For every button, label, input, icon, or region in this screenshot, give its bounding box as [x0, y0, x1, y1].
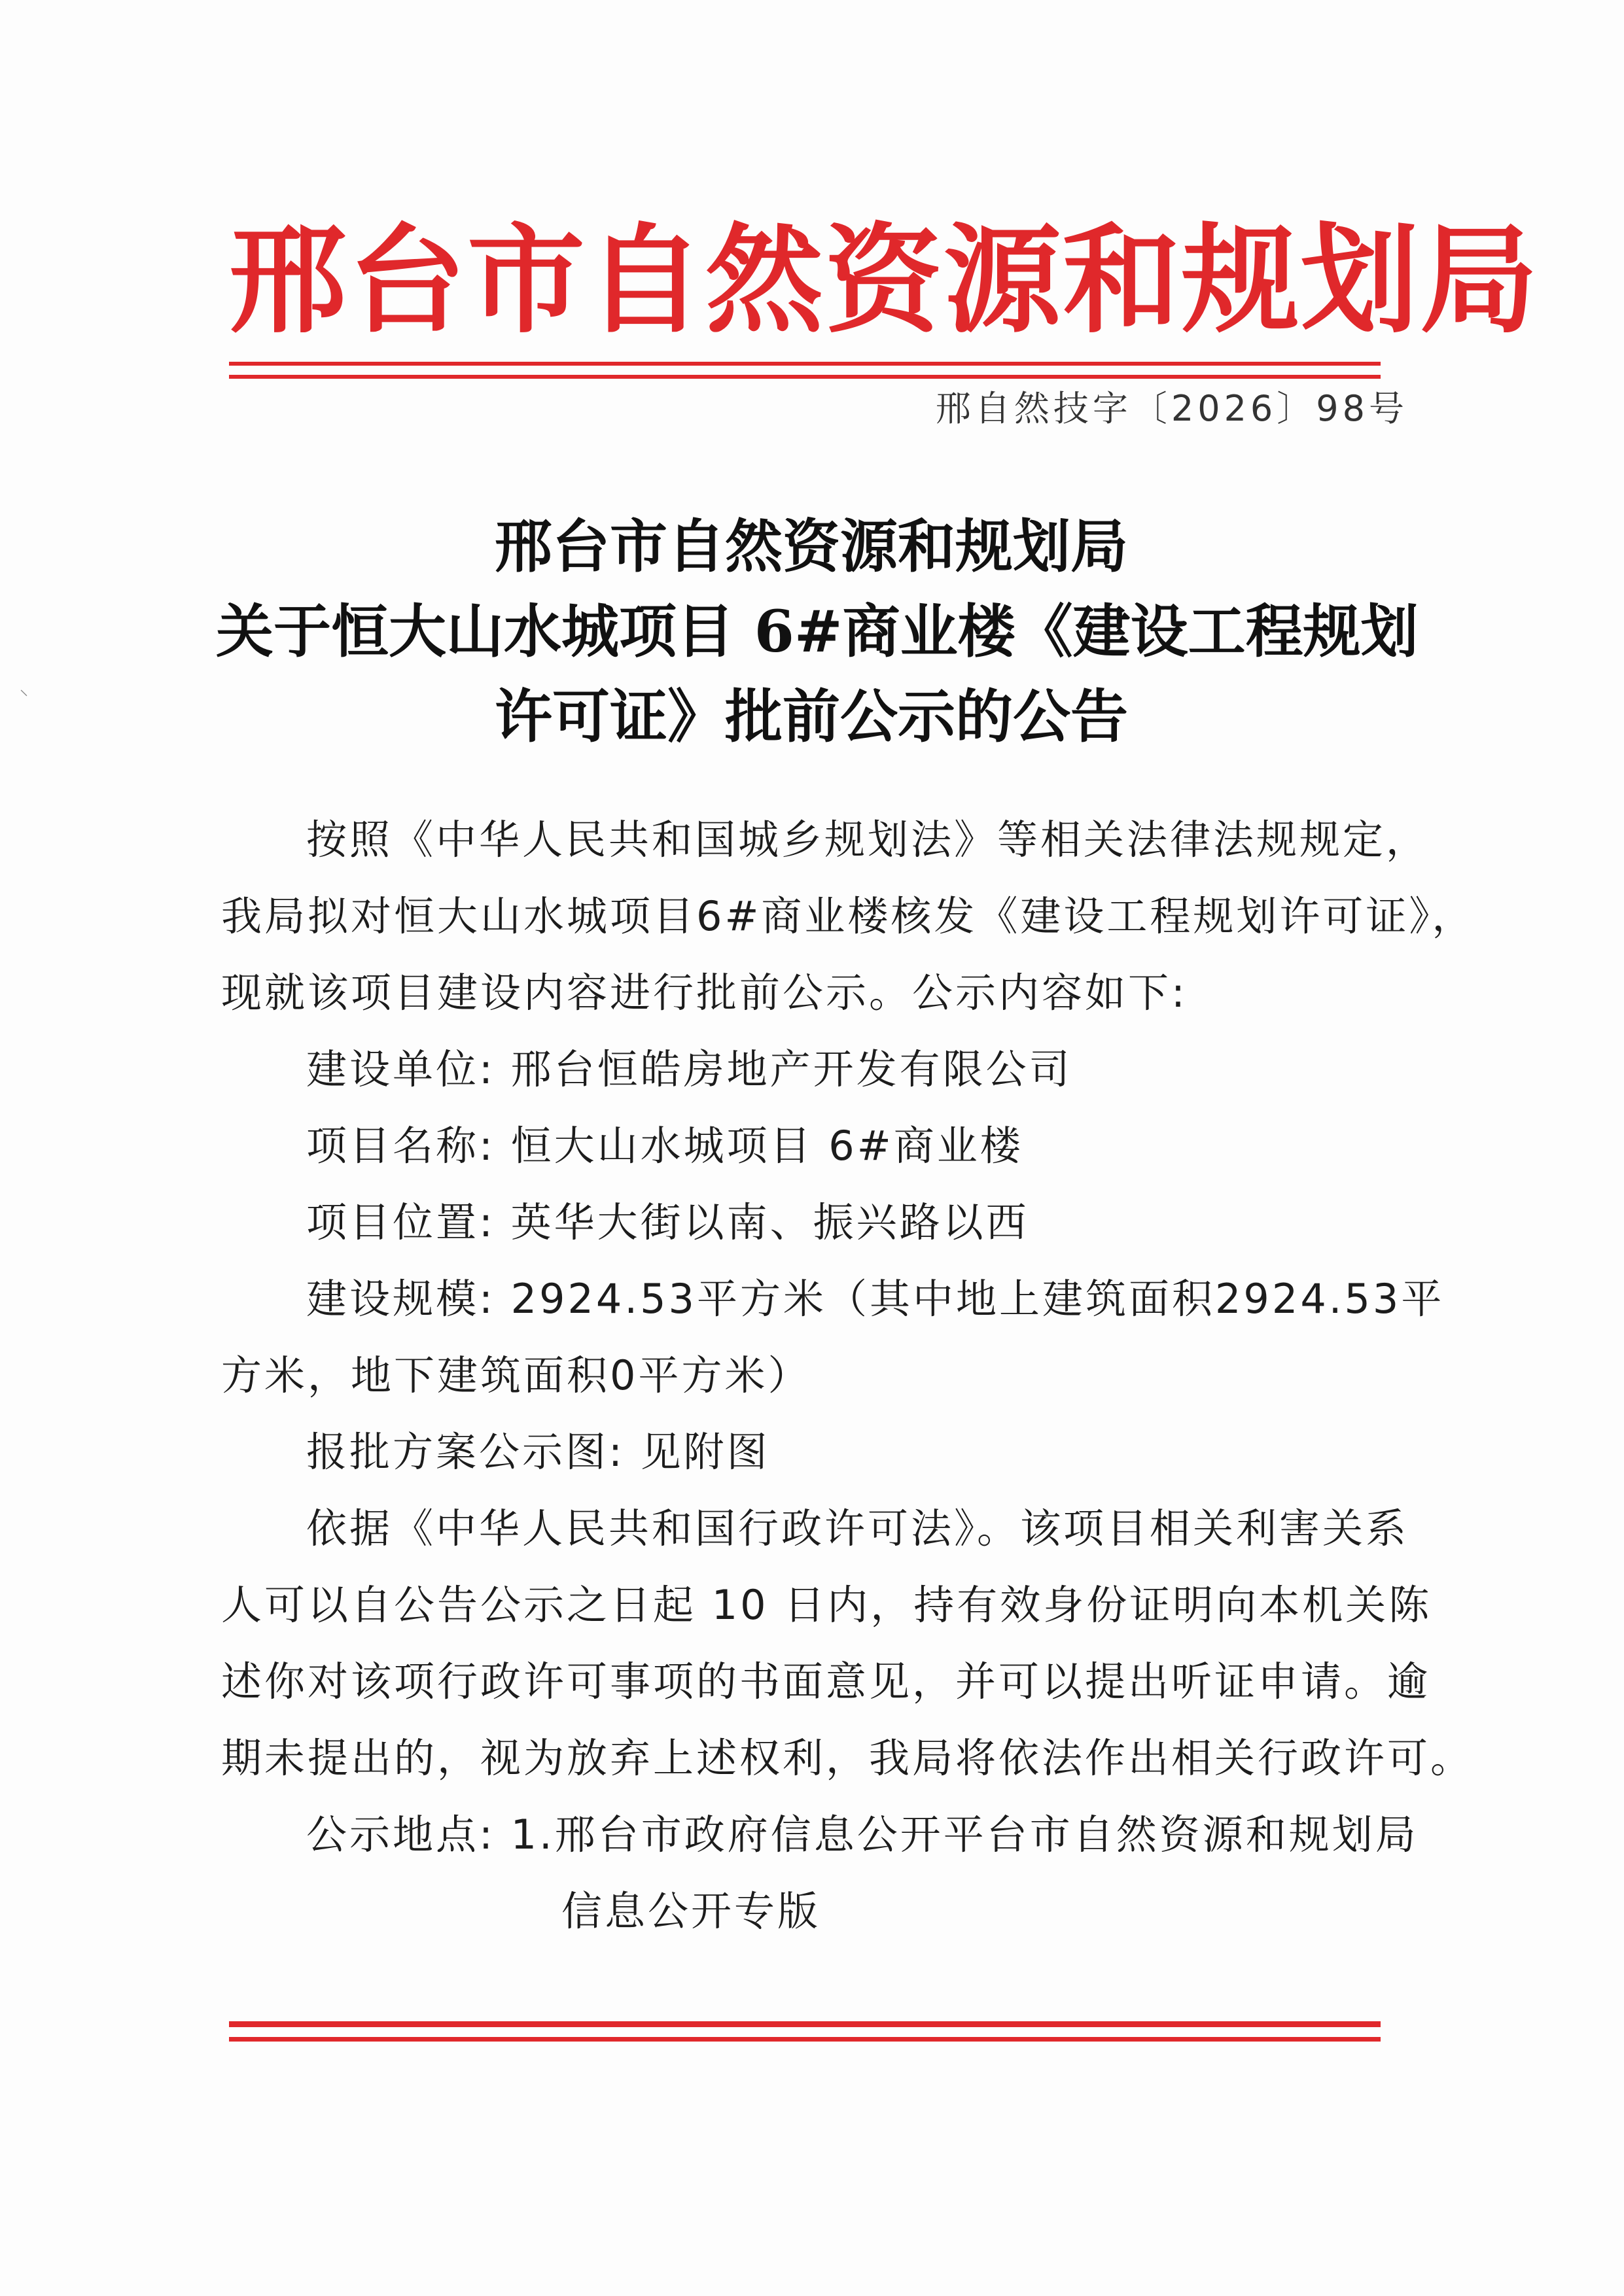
footer-rule-thin: [229, 2037, 1381, 2042]
legal-basis-line-1: 依据《中华人民共和国行政许可法》。该项目相关利害关系: [306, 1505, 1409, 1552]
intro-line-3: 现就该项目建设内容进行批前公示。公示内容如下:: [221, 969, 1188, 1017]
masthead-rule-thin: [229, 362, 1381, 366]
title-line-1: 邢台市自然资源和规划局: [494, 512, 1128, 580]
construction-unit: 建设单位: 邢台恒皓房地产开发有限公司: [306, 1045, 1072, 1093]
masthead-rule-thick: [229, 375, 1381, 379]
publicity-place-line-2: 信息公开专版: [561, 1887, 821, 1935]
construction-scale-line-1: 建设规模: 2924.53平方米（其中地上建筑面积2924.53平: [306, 1275, 1445, 1323]
legal-basis-line-3: 述你对该项行政许可事项的书面意见，并可以提出听证申请。逾: [221, 1658, 1431, 1705]
construction-scale-line-2: 方米，地下建筑面积0平方米）: [221, 1351, 811, 1399]
legal-basis-line-4: 期未提出的，视为放弃上述权利，我局将依法作出相关行政许可。: [221, 1734, 1474, 1782]
project-location: 项目位置: 英华大街以南、振兴路以西: [306, 1198, 1029, 1246]
publicity-place-line-1: 公示地点: 1.邢台市政府信息公开平台市自然资源和规划局: [306, 1811, 1419, 1858]
footer-rule-thick: [229, 2021, 1381, 2027]
scheme-drawing: 报批方案公示图: 见附图: [306, 1428, 770, 1476]
title-line-2: 关于恒大山水城项目 6#商业楼《建设工程规划: [216, 597, 1419, 665]
scan-artifact: ⸌: [20, 687, 29, 706]
project-name: 项目名称: 恒大山水城项目 6#商业楼: [306, 1122, 1023, 1170]
document-number: 邢自然技字〔2026〕98号: [935, 388, 1408, 429]
document-title: [216, 504, 1419, 759]
intro-line-1: 按照《中华人民共和国城乡规划法》等相关法律法规规定，: [306, 816, 1430, 863]
title-line-3: 许可证》批前公示的公告: [494, 682, 1128, 750]
masthead-issuer: 邢台市自然资源和规划局: [229, 213, 1540, 349]
intro-line-2: 我局拟对恒大山水城项目6#商业楼核发《建设工程规划许可证》，: [221, 892, 1475, 940]
legal-basis-line-2: 人可以自公告公示之日起 10 日内，持有效身份证明向本机关陈: [221, 1581, 1432, 1629]
document-body: [221, 801, 1475, 1949]
